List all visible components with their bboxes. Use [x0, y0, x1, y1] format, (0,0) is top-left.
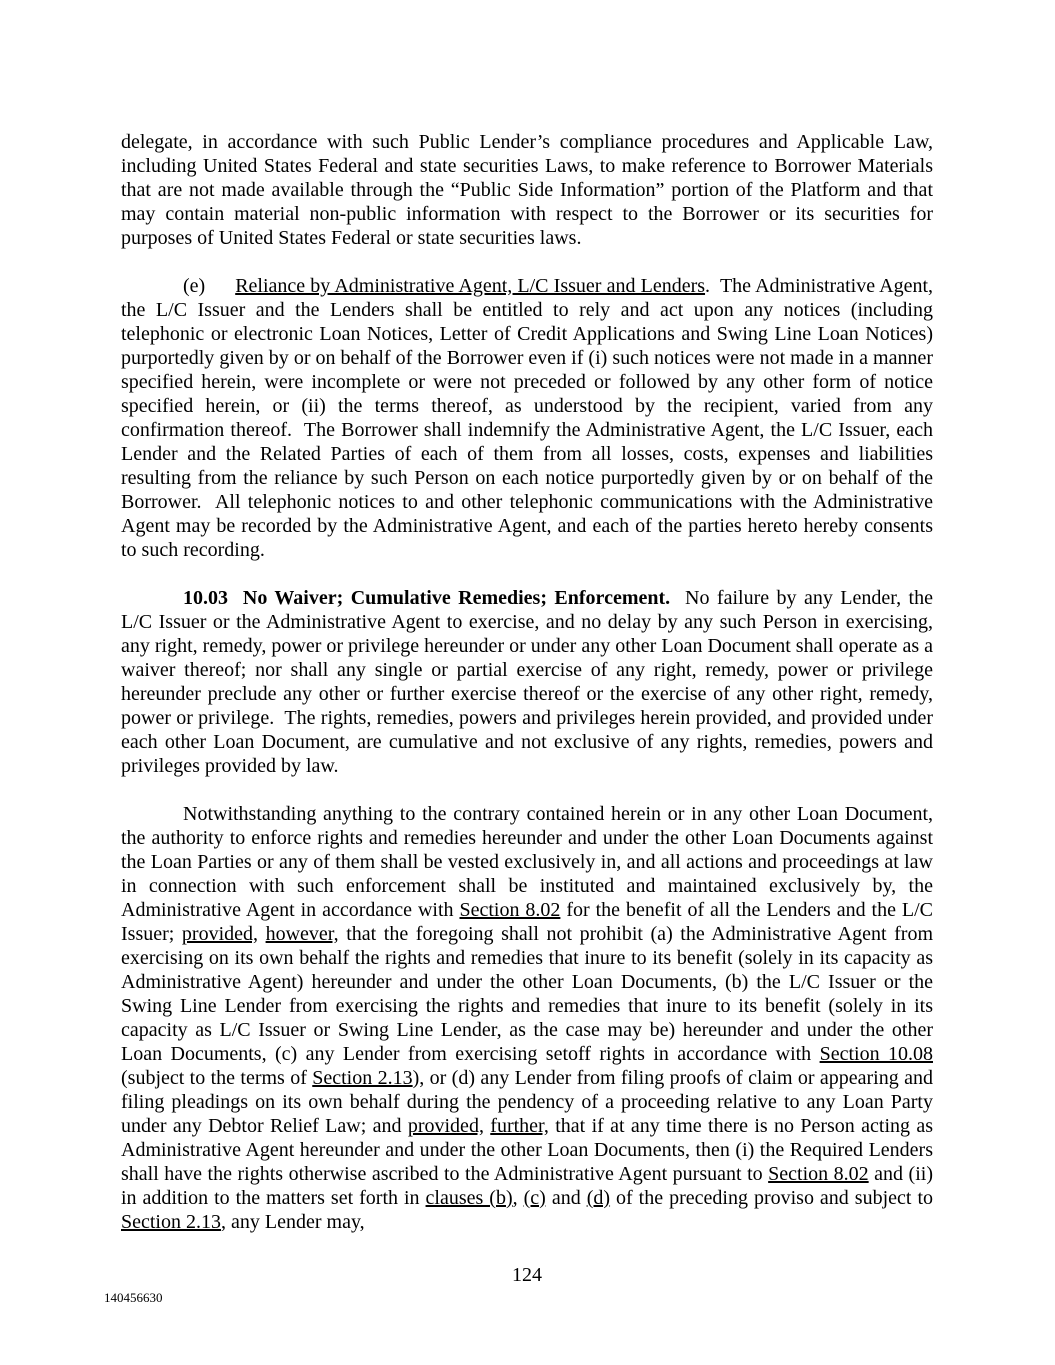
text-run: provided,: [407, 1115, 484, 1137]
text-run: Section 2.13: [121, 1211, 221, 1233]
paragraph-continuation: [121, 130, 933, 250]
text-run: Section 10.08: [819, 1043, 933, 1065]
text-run: that if at any time there is no Person acting as Administrative Agent hereunder and under the other Loan Documents, then (i) the Required Lenders shall have the rights otherwise ascribed to the Administrative Agent pursuant to: [121, 1115, 933, 1185]
text-run: delegate, in accordance with such Public Lender’s compliance procedures and Applicable Law, including United States Federal and state securities Laws, to make reference to Borrower Materials that are not made available through the “Public Side Information” portion of the Platform and that may contain material non-public information with respect to the Borrower or its securities for purposes of United States Federal or state securities laws.: [121, 131, 933, 249]
paragraph-notwithstanding-enforcement: [121, 802, 933, 1234]
document-id-number: 140456630: [104, 1290, 163, 1305]
text-run: (subject to the terms of: [121, 1067, 313, 1089]
text-run: and (ii) in addition to the matters set forth in: [121, 1163, 933, 1209]
paragraph-10-03-no-waiver: [121, 586, 933, 778]
text-run: ,: [512, 1187, 524, 1209]
page-number: 124: [512, 1264, 542, 1286]
text-run: [258, 923, 266, 945]
text-run: however,: [265, 923, 339, 945]
text-run: 10.03 No Waiver; Cumulative Remedies; Enforcement.: [183, 587, 671, 609]
text-run: provided,: [181, 923, 258, 945]
text-run: (d): [586, 1187, 611, 1209]
text-run: Section 2.13: [312, 1067, 413, 1089]
document-body: [121, 130, 933, 1258]
text-run: that the foregoing shall not prohibit (a) the Administrative Agent from exercising on its own behalf the rights and remedies that inure to its benefit (solely in its capacity as Administrative Agent) hereunder and under the other Loan Documents, (b) the L/C Issuer or the Swing Line Lender from exercising the rights and remedies that inure to its benefit (solely in its capacity as L/C Issuer or Swing Line Lender, as the case may be) hereunder and under the other Loan Documents, (c) any Lender from exercising setoff rights in accordance with: [121, 923, 933, 1065]
paragraph-e-reliance: [121, 274, 933, 562]
text-run: Section 8.02: [459, 899, 561, 921]
text-run: Reliance by Administrative Agent, L/C Issuer and Lenders: [235, 275, 706, 297]
text-run: , any Lender may,: [221, 1211, 365, 1233]
text-run: clauses (b): [425, 1187, 513, 1209]
text-run: ), or (d) any Lender from filing proofs of claim or appearing and filing pleadings on its own behalf during the pendency of a proceeding relative to any Loan Party under any Debtor Relief Law; and: [121, 1067, 933, 1137]
text-run: and: [545, 1187, 587, 1209]
text-run: of the preceding proviso and subject to: [610, 1187, 933, 1209]
text-run: (c): [523, 1187, 546, 1209]
text-run: Section 8.02: [768, 1163, 869, 1185]
text-run: (e): [183, 275, 206, 297]
text-run: further,: [490, 1115, 549, 1137]
text-run: Notwithstanding anything to the contrary contained herein or in any other Loan Document, the authority to enforce rights and remedies hereunder and under the other Loan Documents against the Loan Parties or any of them shall be vested exclusively in, and all actions and proceedings at law in connection with such enforcement shall be instituted and maintained exclusively by, the Administrative Agent in accordance with: [121, 803, 933, 921]
text-run: . The Administrative Agent, the L/C Issuer and the Lenders shall be entitled to rely and act upon any notices (including telephonic or electronic Loan Notices, Letter of Credit Applications and Swing Line Loan Notices) purportedly given by or on behalf of the Borrower even if (i) such notices were not made in a manner specified herein, were incomplete or were not preceded or followed by any other form of notice specified herein, or (ii) the terms thereof, as understood by the recipient, varied from any confirmation thereof. The Borrower shall indemnify the Administrative Agent, the L/C Issuer, each Lender and the Related Parties of each of them from all losses, costs, expenses and liabilities resulting from the reliance by such Person on each notice purportedly given by or on behalf of the Borrower. All telephonic notices to and other telephonic communications with the Administrative Agent may be recorded by the Administrative Agent, and each of the parties hereto hereby consents to such recording.: [121, 275, 934, 561]
text-run: for the benefit of all the Lenders and the L/C Issuer;: [121, 899, 933, 945]
text-run: No failure by any Lender, the L/C Issuer or the Administrative Agent to exercise, and no delay by any such Person in exercising, any right, remedy, power or privilege hereunder or under any other Loan Document shall operate as a waiver thereof; nor shall any single or partial exercise of any right, remedy, power or privilege hereunder preclude any other or further exercise thereof or the exercise of any other right, remedy, power or privilege. The rights, remedies, powers and privileges herein provided, and provided under each other Loan Document, are cumulative and not exclusive of any rights, remedies, powers and privileges provided by law.: [121, 587, 933, 777]
